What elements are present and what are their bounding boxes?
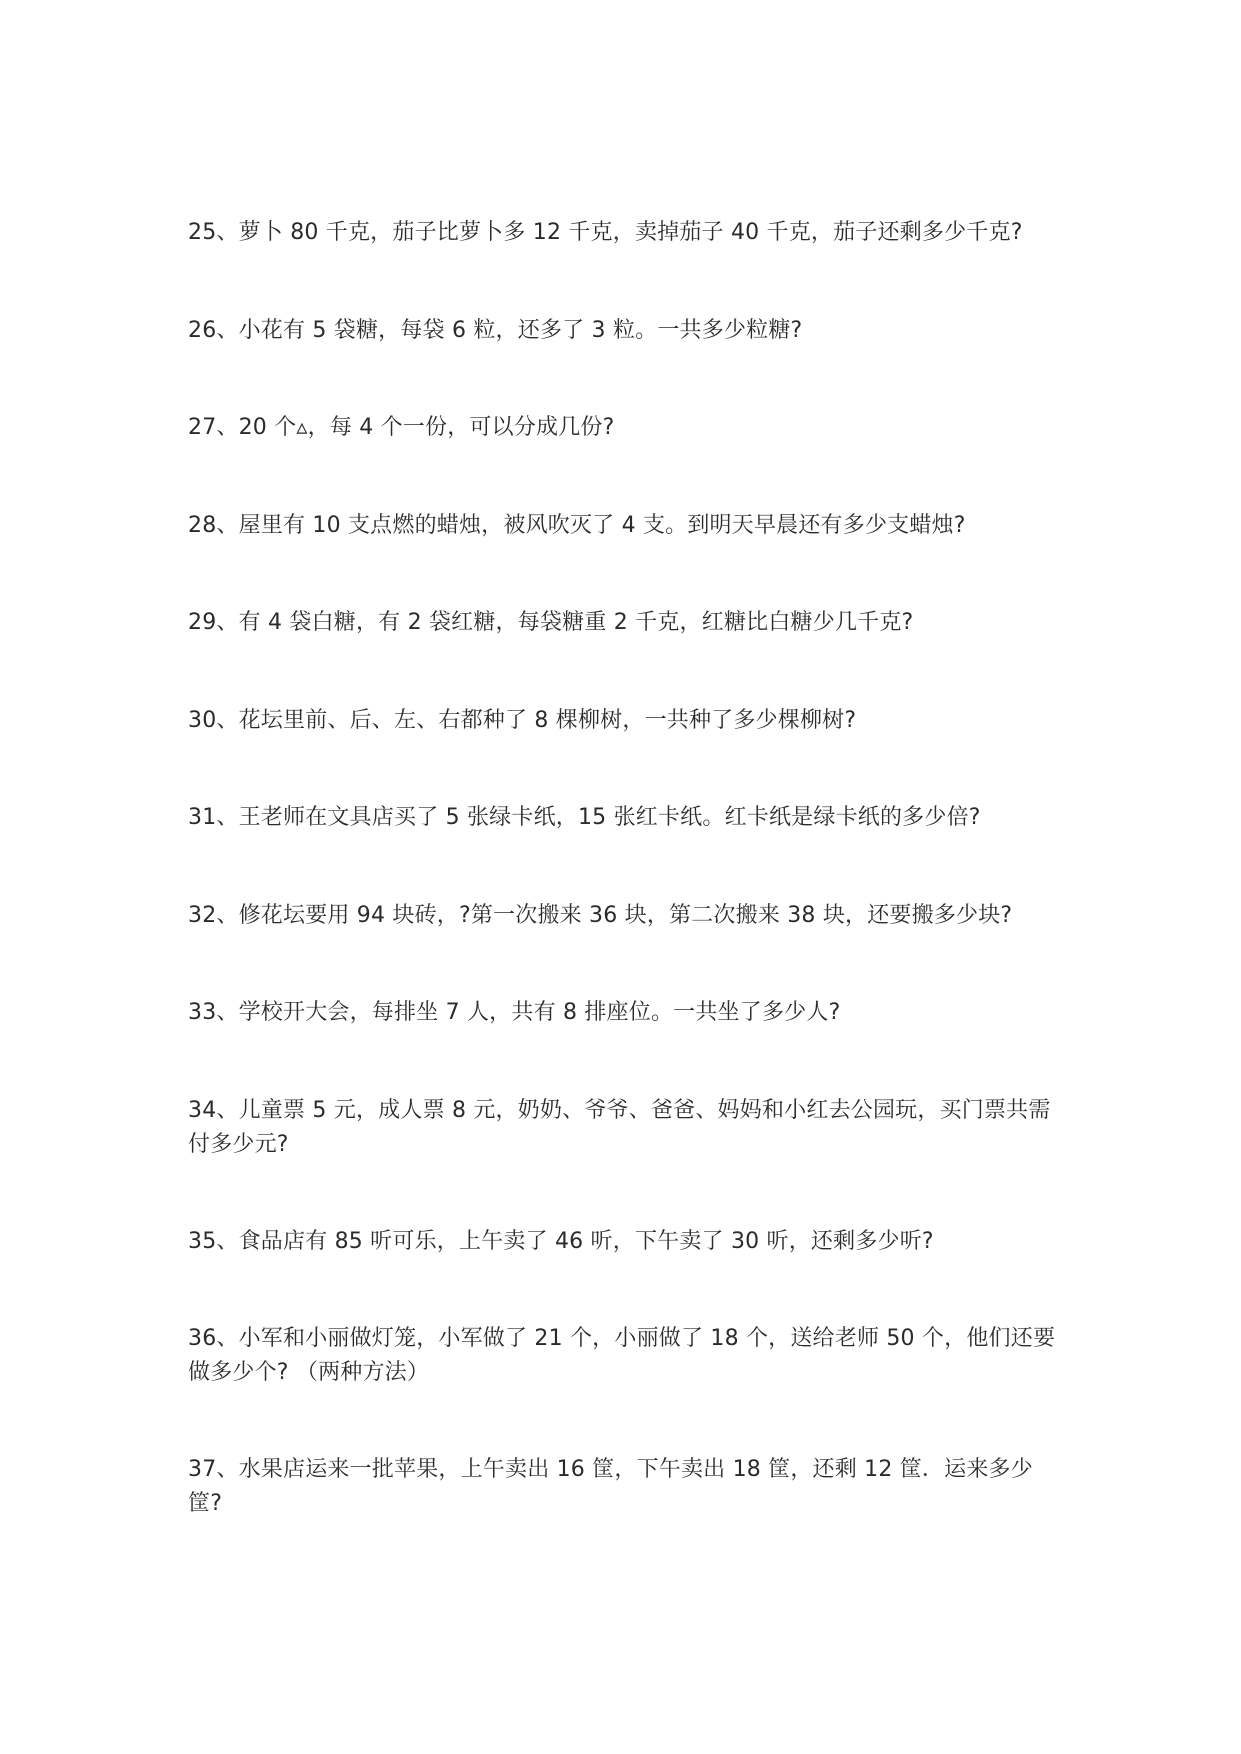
question-32: 32、修花坛要用 94 块砖，?第一次搬来 36 块，第二次搬来 38 块，还要搬多少块? (188, 903, 1013, 928)
question-37: 37、水果店运来一批苹果，上午卖出 16 筐，下午卖出 18 筐，还剩 12 筐．运来多少筐? (188, 1457, 1033, 1516)
question-34: 34、儿童票 5 元，成人票 8 元，奶奶、爷爷、爸爸、妈妈和小红去公园玩，买门票共需付多少元? (188, 1098, 1051, 1157)
question-28: 28、屋里有 10 支点燃的蜡烛，被风吹灭了 4 支。到明天早晨还有多少支蜡烛? (188, 513, 966, 538)
question-36: 36、小军和小丽做灯笼，小军做了 21 个，小丽做了 18 个，送给老师 50 个，他们还要做多少个? （两种方法） (188, 1326, 1056, 1385)
question-30: 30、花坛里前、后、左、右都种了 8 棵柳树，一共种了多少棵柳树? (188, 708, 857, 733)
question-27: 27、20 个▵，每 4 个一份，可以分成几份? (188, 415, 615, 440)
question-35: 35、食品店有 85 听可乐，上午卖了 46 听，下午卖了 30 听，还剩多少听? (188, 1229, 934, 1254)
question-31: 31、王老师在文具店买了 5 张绿卡纸，15 张红卡纸。红卡纸是绿卡纸的多少倍? (188, 805, 981, 830)
question-26: 26、小花有 5 袋糖，每袋 6 粒，还多了 3 粒。一共多少粒糖? (188, 318, 803, 343)
question-29: 29、有 4 袋白糖，有 2 袋红糖，每袋糖重 2 千克，红糖比白糖少几千克? (188, 610, 914, 635)
question-33: 33、学校开大会，每排坐 7 人，共有 8 排座位。一共坐了多少人? (188, 1000, 841, 1025)
question-25: 25、萝卜 80 千克，茄子比萝卜多 12 千克，卖掉茄子 40 千克，茄子还剩多少千克? (188, 220, 1023, 245)
